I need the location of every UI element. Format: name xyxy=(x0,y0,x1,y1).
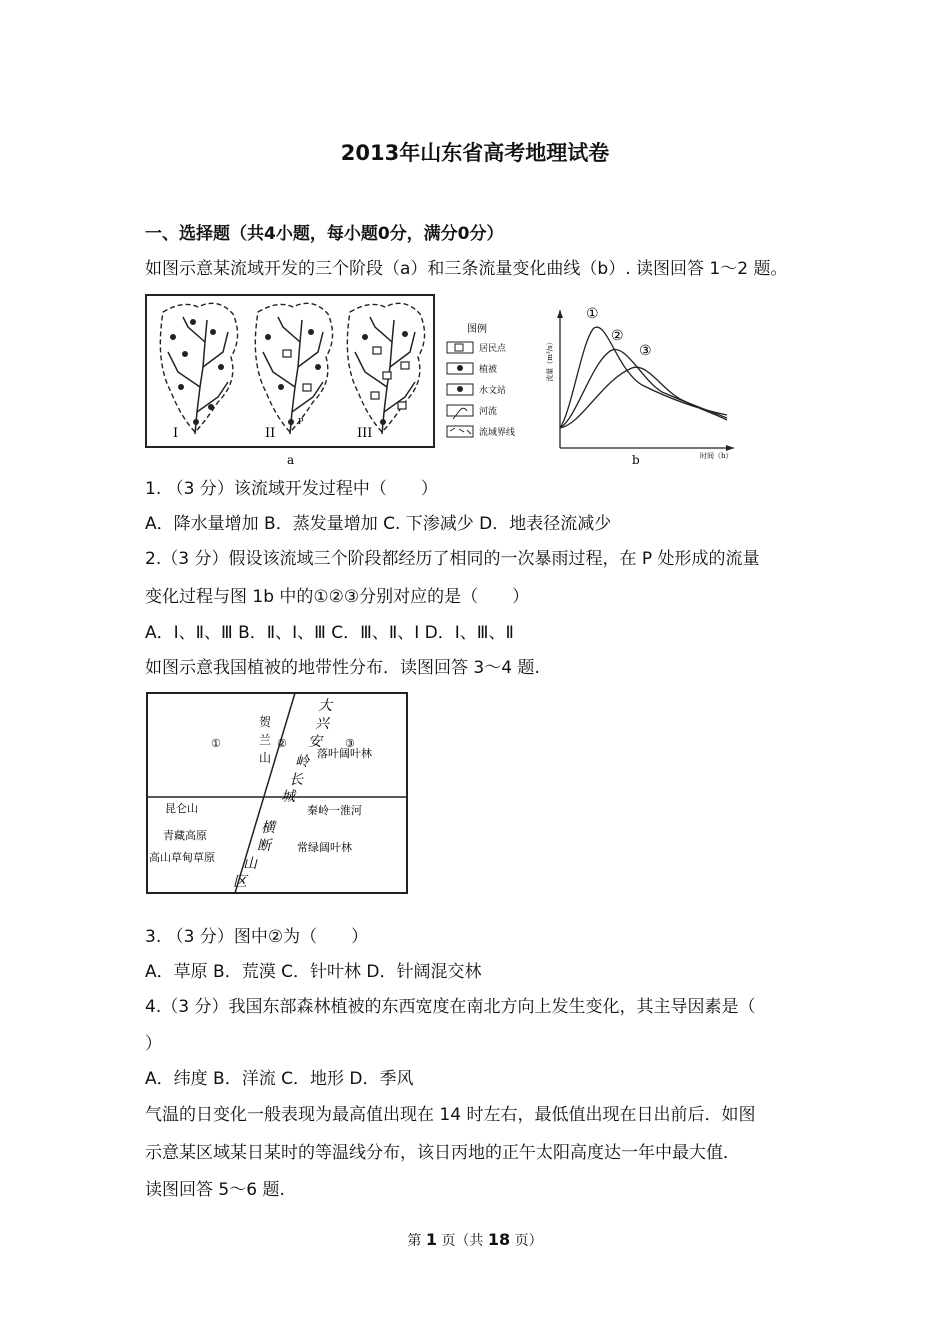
hengduan-char: 横 xyxy=(261,820,275,836)
question-1-stem: 1. （3 分）该流域开发过程中（ ） xyxy=(145,479,438,499)
helan-char: 兰 xyxy=(259,733,272,747)
daxinganling-char: 安 xyxy=(308,734,322,750)
river-icon xyxy=(453,408,467,419)
curve-label: ① xyxy=(586,306,599,322)
daxinganling-char: 兴 xyxy=(315,716,329,732)
legend-item: 水文站 xyxy=(479,386,507,396)
region-3-label: ③ xyxy=(345,737,355,750)
question-4-stem: ） xyxy=(145,1034,162,1054)
boundary-icon xyxy=(450,428,471,434)
figure-2-vegetation-zones xyxy=(145,690,410,896)
question-3-options: A．草原 B．荒漠 C．针叶林 D．针阔混交林 xyxy=(145,962,482,982)
intro-paragraph-3: 示意某区域某日某时的等温线分布，该日丙地的正午太阳高度达一年中最大值． xyxy=(145,1143,740,1163)
hengduan-char: 断 xyxy=(257,838,271,854)
changcheng-char: 长 xyxy=(289,772,303,788)
station-icon xyxy=(457,386,463,392)
alpine-meadow-label: 高山草甸草原 xyxy=(149,851,215,864)
page-title: 2013年山东省高考地理试卷 xyxy=(340,141,610,165)
intro-paragraph-2: 如图示意我国植被的地带性分布．读图回答 3～4 题. xyxy=(145,658,540,678)
region-2-label: ② xyxy=(277,737,287,750)
legend-item: 居民点 xyxy=(479,344,507,354)
y-axis-label: 流量（m³/s） xyxy=(546,338,554,382)
footer-prefix: 第 xyxy=(407,1233,422,1249)
intro-paragraph-1: 如图示意某流域开发的三个阶段（a）和三条流量变化曲线（b）. 读图回答 1～2 题。 xyxy=(145,259,788,279)
page-number: 1 xyxy=(425,1230,437,1249)
figure-1-legend xyxy=(445,318,535,443)
legend-item: 河流 xyxy=(479,407,498,417)
qingzang-label: 青藏高原 xyxy=(163,829,207,842)
question-4-stem: 4.（3 分）我国东部森林植被的东西宽度在南北方向上发生变化，其主导因素是（ xyxy=(145,997,756,1017)
figure-b-label: b xyxy=(632,453,640,467)
hengduan-char: 区 xyxy=(233,874,247,890)
qinling-label: 秦岭一淮河 xyxy=(307,804,362,817)
question-4-options: A．纬度 B．洋流 C．地形 D．季风 xyxy=(145,1069,414,1089)
question-1-options: A．降水量增加 B．蒸发量增加 C. 下渗减少 D．地表径流减少 xyxy=(145,514,612,534)
stage-label: III xyxy=(357,426,373,441)
page-total: 18 xyxy=(487,1230,511,1249)
footer-middle: 页（共 xyxy=(441,1233,484,1249)
legend-item: 流域界线 xyxy=(479,428,516,438)
intro-paragraph-3: 气温的日变化一般表现为最高值出现在 14 时左右，最低值出现在日出前后．如图 xyxy=(145,1105,756,1125)
legend-item: 植被 xyxy=(479,365,498,375)
hengduan-char: 山 xyxy=(243,856,257,872)
vegetation-icon xyxy=(457,365,463,371)
question-3-stem: 3. （3 分）图中②为（ ） xyxy=(145,927,369,947)
daxinganling-char: 大 xyxy=(318,698,332,714)
figure-a-label: a xyxy=(287,453,295,467)
curve-2 xyxy=(560,350,727,428)
curve-label: ② xyxy=(611,328,624,344)
question-2-stem: 变化过程与图 1b 中的①②③分别对应的是（ ） xyxy=(145,587,530,607)
evergreen-forest-label: 常绿阔叶林 xyxy=(297,841,352,854)
intro-paragraph-3: 读图回答 5～6 题. xyxy=(145,1180,285,1200)
helan-char: 贺 xyxy=(259,715,272,729)
page-footer xyxy=(0,1230,950,1250)
stage-label: II xyxy=(265,426,276,441)
daxinganling-char: 岭 xyxy=(295,754,309,770)
section-heading: 一、选择题（共4小题，每小题0分，满分0分） xyxy=(145,224,504,244)
region-1-label: ① xyxy=(211,737,221,750)
helan-char: 山 xyxy=(259,751,272,765)
question-2-options: A．Ⅰ、Ⅱ、Ⅲ B．Ⅱ、Ⅰ、Ⅲ C．Ⅲ、Ⅱ、Ⅰ D．Ⅰ、Ⅲ、Ⅱ xyxy=(145,623,514,643)
deciduous-forest-label: 落叶阔叶林 xyxy=(317,747,372,760)
x-axis-label: 时间（h） xyxy=(700,452,733,460)
kunlun-label: 昆仑山 xyxy=(165,802,198,815)
legend-title: 图例 xyxy=(467,324,487,335)
footer-suffix: 页） xyxy=(514,1233,543,1249)
point-p-label: P xyxy=(298,417,304,426)
changcheng-char: 城 xyxy=(281,789,295,805)
settlement-icon xyxy=(455,344,463,351)
curve-label: ③ xyxy=(639,343,652,359)
curve-3 xyxy=(560,367,727,428)
figure-1a-watershed xyxy=(143,292,438,467)
figure-1b-discharge-chart xyxy=(542,300,747,470)
question-2-stem: 2.（3 分）假设该流域三个阶段都经历了相同的一次暴雨过程，在 P 处形成的流量 xyxy=(145,549,760,569)
stage-label: I xyxy=(173,426,179,441)
